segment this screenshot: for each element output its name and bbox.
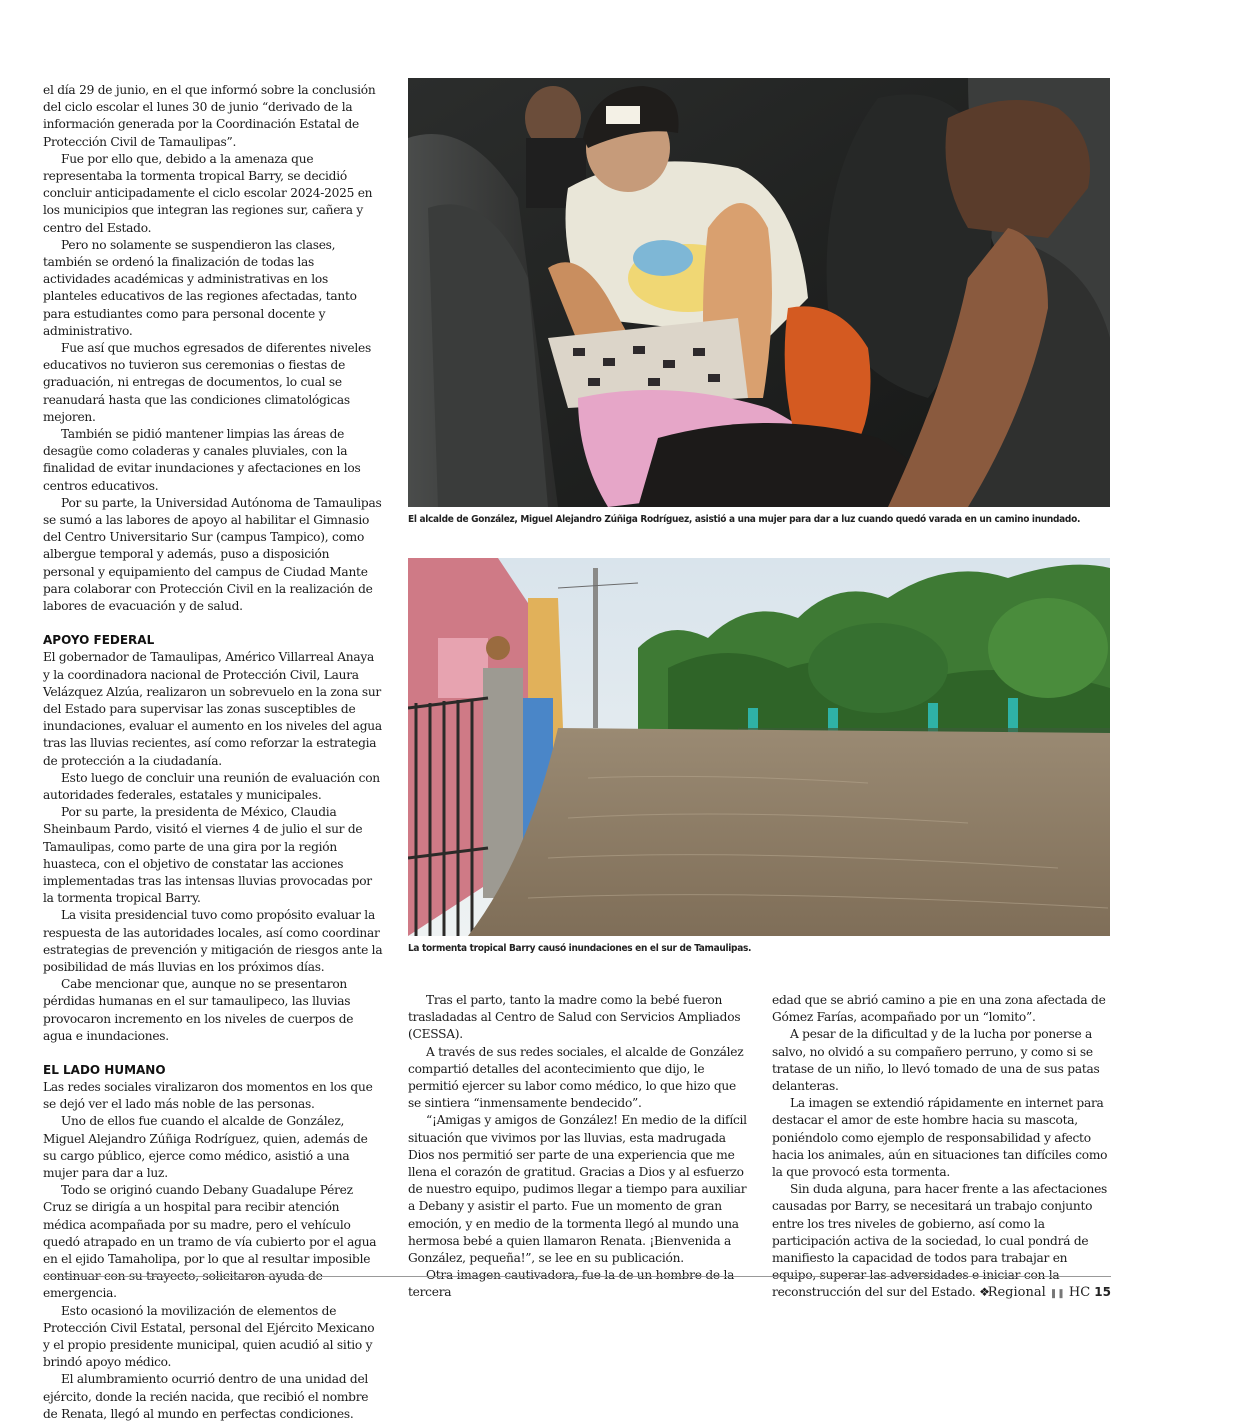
paragraph: Esto ocasionó la movilización de elementos de Protección Civil Estatal, personal del Ejército Mexicano y el propio presidente municipal, quien acudió al sitio y brindó apoyo médico.: [43, 1303, 375, 1370]
paragraph: A través de sus redes sociales, el alcalde de González compartió detalles del acontecimiento que dijo, le permitió ejercer su labor como médico, lo que hizo que se sintiera “inmensamente bendecido”.: [408, 1044, 744, 1111]
page-footer: [988, 1284, 1111, 1302]
paragraph: El alumbramiento ocurrió dentro de una unidad del ejército, donde la recién nacida, que recibió el nombre de Renata, llegó al mundo en perfectas condiciones.: [43, 1372, 369, 1421]
paragraph: edad que se abrió camino a pie en una zona afectada de Gómez Farías, acompañado por un “lomito”.: [772, 993, 1106, 1025]
paragraph: Todo se originó cuando Debany Guadalupe Pérez Cruz se dirigía a un hospital para recibir atención médica acompañada por su madre, pero el vehículo quedó atrapado en un tramo de vía cubierto por el agua en el ejido Tamaholipa, por lo que al resultar imposible continuar con su trayecto, solicitaron ayuda de emergencia.: [43, 1183, 377, 1301]
article-column-middle: [408, 992, 748, 1302]
section-heading-el-lado-humano: EL LADO HUMANO: [43, 1062, 166, 1077]
paragraph: el día 29 de junio, en el que informó sobre la conclusión del ciclo escolar el lunes 30 de junio “derivado de la información generada por la Coordinación Estatal de Protección Civil de Tamaulipas”.: [43, 83, 376, 149]
paragraph: Esto luego de concluir una reunión de evaluación con autoridades federales, estatales y municipales.: [43, 770, 380, 802]
paragraph: La imagen se extendió rápidamente en internet para destacar el amor de este hombre hacia su mascota, poniéndolo como ejemplo de responsabilidad y afecto hacia los animales, aún en situaciones tan difíciles como la que provocó esta tormenta.: [772, 1096, 1108, 1180]
paragraph: Por su parte, la presidenta de México, Claudia Sheinbaum Pardo, visitó el viernes 4 de julio el sur de Tamaulipas, como parte de una gira por la región huasteca, con el objetivo de constatar las acciones implementadas tras las intensas lluvias provocadas por la tormenta tropical Barry.: [43, 805, 372, 906]
paragraph: Tras el parto, tanto la madre como la bebé fueron trasladadas al Centro de Salud con Servicios Ampliados (CESSA).: [408, 993, 741, 1042]
paragraph: Por su parte, la Universidad Autónoma de Tamaulipas se sumó a las labores de apoyo al habilitar el Gimnasio del Centro Universitario Sur (campus Tampico), como albergue temporal y además, puso a disposición personal y equipamiento del campus de Ciudad Mante para colaborar con Protección Civil en la realización de labores de evacuación y de salud.: [43, 495, 382, 614]
footer-separator: ❚❚: [1049, 1289, 1065, 1299]
article-column-right: [772, 992, 1112, 1302]
page-number: 15: [1094, 1285, 1111, 1299]
paragraph: A pesar de la dificultad y de la lucha por ponerse a salvo, no olvidó a su compañero perruno, y como si se tratase de un niño, lo llevó tomado de una de sus patas delanteras.: [772, 1027, 1100, 1094]
paragraph: También se pidió mantener limpias las áreas de desagüe como coladeras y canales pluviales, con la finalidad de evitar inundaciones y afectaciones en los centros educativos.: [43, 427, 361, 493]
paragraph: Pero no solamente se suspendieron las clases, también se ordenó la finalización de todas las actividades académicas y administrativas en los planteles educativos de las regiones afectadas, tanto para estudiantes como para personal docente y administrativo.: [43, 237, 357, 338]
paragraph: Cabe mencionar que, aunque no se presentaron pérdidas humanas en el sur tamaulipeco, las lluvias provocaron incremento en los niveles de cuerpos de agua e inundaciones.: [43, 977, 354, 1043]
footer-publication: HC: [1068, 1285, 1091, 1300]
paragraph: Uno de ellos fue cuando el alcalde de González, Miguel Alejandro Zúñiga Rodríguez, quien, además de su cargo público, ejerce como médico, asistió a una mujer para dar a luz.: [43, 1114, 368, 1180]
photo-caption: La tormenta tropical Barry causó inundaciones en el sur de Tamaulipas.: [408, 943, 752, 954]
paragraph: Otra imagen cautivadora, fue la de un hombre de la tercera: [408, 1268, 735, 1300]
footer-section: Regional: [987, 1285, 1046, 1300]
paragraph: Las redes sociales viralizaron dos momentos en los que se dejó ver el lado más noble de las personas.: [43, 1079, 373, 1112]
section-heading-apoyo-federal: APOYO FEDERAL: [43, 633, 155, 648]
photo-caption: El alcalde de González, Miguel Alejandro Zúñiga Rodríguez, asistió a una mujer para dar a luz cuando quedó varada en un camino inundado.: [408, 514, 1081, 525]
paragraph: El gobernador de Tamaulipas, Américo Villarreal Anaya y la coordinadora nacional de Protección Civil, Laura Velázquez Alzúa, realizaron un sobrevuelo en la zona sur del Estado para supervisar las zonas susceptibles de inundaciones, evaluar el aumento en los niveles del agua tras las lluvias recientes, así como reforzar la estrategia de protección a la ciudadanía.: [43, 650, 382, 768]
photo-flooded-street: [408, 558, 1110, 936]
paragraph: La visita presidencial tuvo como propósito evaluar la respuesta de las autoridades locales, así como coordinar estrategias de prevención y mitigación de riesgos ante la posibilidad de más lluvias en los próximos días.: [43, 908, 383, 974]
footer-rule: [43, 1276, 1111, 1277]
paragraph: “¡Amigas y amigos de González! En medio de la difícil situación que vivimos por las lluvias, esta madrugada Dios nos permitió ser parte de una experiencia que me llena el corazón de gratitud. Gracias a Dios y al esfuerzo de nuestro equipo, pudimos llegar a tiempo para auxiliar a Debany y asistir el parto. Fue un momento de gran emoción, y en medio de la tormenta llegó al mundo una hermosa bebé a quien llamaron Renata. ¡Bienvenida a González, pequeña!”, se lee en su publicación.: [408, 1113, 747, 1266]
paragraph: Sin duda alguna, para hacer frente a las afectaciones causadas por Barry, se necesitará un trabajo conjunto entre los tres niveles de gobierno, así como la participación activa de la sociedad, lo cual pondrá de manifiesto la capacidad de todos para trabajar en equipo, superar las adversidades e iniciar con la reconstrucción del sur del Estado. ❖: [772, 1182, 1108, 1300]
paragraph: Fue así que muchos egresados de diferentes niveles educativos no tuvieron sus ceremonias o fiestas de graduación, ni entregas de documentos, lo cual se reanudará hasta que las condiciones climatológicas mejoren.: [43, 341, 371, 424]
article-column-left: [43, 82, 383, 1423]
photo-mayor-assisting-birth: [408, 78, 1110, 507]
paragraph: Fue por ello que, debido a la amenaza que representaba la tormenta tropical Barry, se decidió concluir anticipadamente el ciclo escolar 2024-2025 en los municipios que integran las regiones sur, cañera y centro del Estado.: [43, 151, 373, 235]
